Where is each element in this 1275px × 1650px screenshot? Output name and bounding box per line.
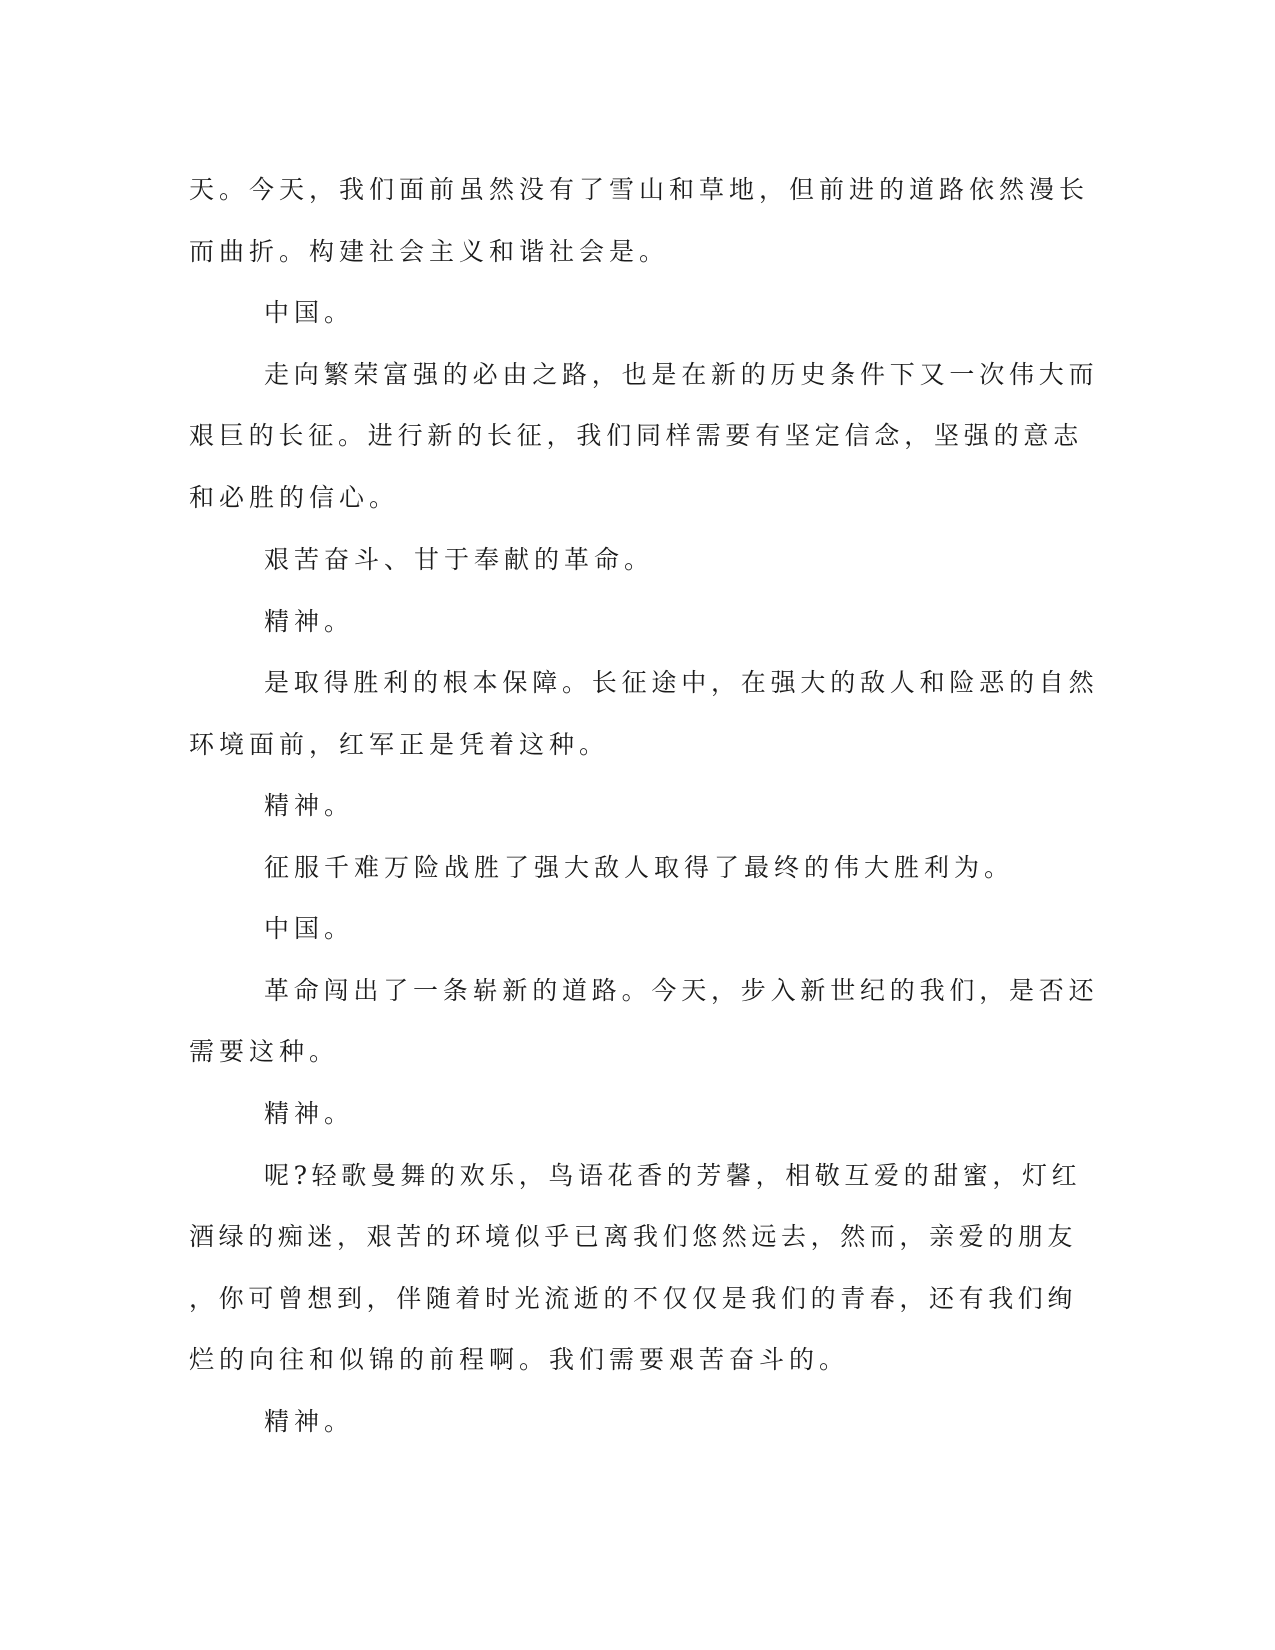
text-line: 艰巨的长征。进行新的长征，我们同样需要有坚定信念，坚强的意志 [189, 421, 1084, 450]
text-line: ，你可曾想到，伴随着时光流逝的不仅仅是我们的青春，还有我们绚 [189, 1284, 1078, 1313]
text-line: 精神。 [264, 1407, 355, 1436]
text-line: 艰苦奋斗、甘于奉献的革命。 [264, 545, 655, 574]
text-line: 精神。 [264, 791, 355, 820]
text-line: 革命闯出了一条崭新的道路。今天，步入新世纪的我们，是否还 [264, 976, 1099, 1005]
text-line: 天。今天，我们面前虽然没有了雪山和草地，但前进的道路依然漫长 [189, 175, 1090, 204]
text-line: 精神。 [264, 607, 355, 636]
text-line: 和必胜的信心。 [189, 483, 400, 512]
text-line: 需要这种。 [189, 1037, 340, 1066]
text-line: 精神。 [264, 1099, 355, 1128]
text-line: 中国。 [264, 914, 355, 943]
text-line: 走向繁荣富强的必由之路，也是在新的历史条件下又一次伟大而 [264, 360, 1099, 389]
text-line: 是取得胜利的根本保障。长征途中，在强大的敌人和险恶的自然 [264, 668, 1099, 697]
text-line: 烂的向往和似锦的前程啊。我们需要艰苦奋斗的。 [189, 1345, 850, 1374]
text-line: 而曲折。构建社会主义和谐社会是。 [189, 237, 670, 266]
text-line: 酒绿的痴迷，艰苦的环境似乎已离我们悠然远去，然而，亲爱的朋友 [189, 1222, 1078, 1251]
text-line: 中国。 [264, 298, 355, 327]
text-line: 呢?轻歌曼舞的欢乐，鸟语花香的芳馨，相敬互爱的甜蜜，灯红 [264, 1161, 1082, 1190]
text-line: 环境面前，红军正是凭着这种。 [189, 730, 610, 759]
text-line: 征服千难万险战胜了强大敌人取得了最终的伟大胜利为。 [264, 853, 1015, 882]
